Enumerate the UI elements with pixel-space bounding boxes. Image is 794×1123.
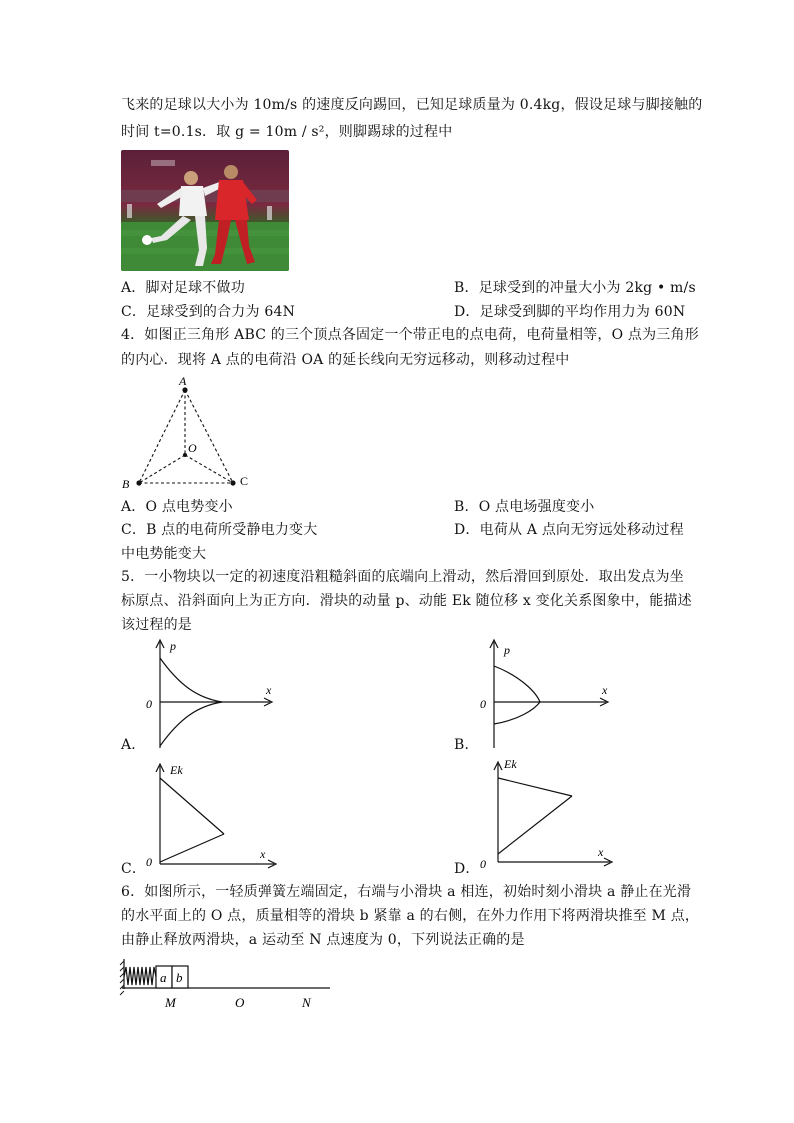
q3-text-line-2: 时间 t=0.1s．取 g = 10m / s²，则脚踢球的过程中 (121, 124, 453, 140)
football-photo (121, 150, 289, 271)
q4-option-c: C．B 点的电荷所受静电力变大 (121, 522, 318, 538)
graph-d (450, 752, 620, 872)
label-b: B (122, 477, 130, 491)
point-n-label: N (302, 995, 311, 1010)
spring-block-figure (118, 955, 338, 1013)
q3-text-line-1: 飞来的足球以大小为 10m/s 的速度反向踢回，已知足球质量为 0.4kg，假设足球与脚接触的 (121, 97, 703, 113)
graph-c-label: C． (121, 861, 147, 877)
q6-text-line-1: 6．如图所示，一轻质弹簧左端固定，右端与小滑块 a 相连，初始时刻小滑块 a 静止在光滑 (121, 884, 692, 900)
q4-option-d-line-2: 中电势能变大 (121, 546, 207, 562)
block-a-label: a (160, 970, 167, 985)
q5-text-line-2: 标原点、沿斜面向上为正方向．滑块的动量 p、动能 Ek 随位移 x 变化关系图象中，能描述 (121, 593, 692, 609)
q4-text-line-2: 的内心．现将 A 点的电荷沿 OA 的延长线向无穷远移动，则移动过程中 (121, 352, 570, 368)
q6-text-line-2: 的水平面上的 O 点，质量相等的滑块 b 紧靠 a 的右侧，在外力作用下将两滑块推至 M 点， (121, 908, 700, 924)
graph-d-label: D． (454, 861, 480, 877)
q4-option-d-line-1: D．电荷从 A 点向无穷远处移动过程 (454, 522, 684, 538)
q5-text-line-1: 5．一小物块以一定的初速度沿粗糙斜面的底端向上滑动，然后滑回到原处．取出发点为坐 (121, 569, 684, 585)
q3-option-c: C．足球受到的合力为 64N (121, 304, 296, 320)
graph-d-xlabel: x (598, 845, 604, 859)
q3-option-d: D．足球受到脚的平均作用力为 60N (454, 304, 686, 320)
point-a-dot (182, 387, 187, 392)
triangle-figure (110, 370, 260, 495)
label-a: A (179, 374, 187, 388)
graph-b-ylabel: p (504, 643, 510, 657)
q4-option-b: B．O 点电场强度变小 (454, 499, 595, 515)
graph-a-ylabel: p (170, 639, 176, 653)
graph-d-origin: 0 (480, 857, 486, 871)
point-m-label: M (165, 995, 176, 1010)
graph-c-origin: 0 (146, 855, 152, 869)
q6-text-line-3: 由静止释放两滑块，a 运动至 N 点速度为 0，下列说法正确的是 (121, 932, 525, 948)
point-o-dot (183, 453, 187, 457)
label-o: O (188, 441, 197, 455)
graph-c-ylabel: Ek (170, 763, 183, 777)
label-c: C (240, 474, 249, 488)
graph-a-origin: 0 (146, 697, 152, 711)
block-b-label: b (176, 970, 183, 985)
graph-b-label: B． (454, 737, 479, 753)
point-b-dot (136, 480, 141, 485)
graph-b-xlabel: x (602, 683, 608, 697)
graph-a-label: A． (121, 737, 146, 753)
graph-a-xlabel: x (266, 683, 272, 697)
graph-c (118, 758, 288, 873)
q5-text-line-3: 该过程的是 (121, 617, 192, 633)
q3-option-b: B．足球受到的冲量大小为 2kg • m/s (454, 280, 696, 296)
q4-text-line-1: 4．如图正三角形 ABC 的三个顶点各固定一个带正电的点电荷，电荷量相等，O 点为三角形 (121, 327, 699, 343)
q3-option-a: A．脚对足球不做功 (121, 280, 245, 296)
graph-b-origin: 0 (480, 697, 486, 711)
q4-option-a: A．O 点电势变小 (121, 499, 233, 515)
graph-c-xlabel: x (260, 847, 266, 861)
point-c-dot (230, 480, 235, 485)
point-o-label: O (235, 995, 245, 1010)
graph-d-ylabel: Ek (504, 757, 517, 771)
